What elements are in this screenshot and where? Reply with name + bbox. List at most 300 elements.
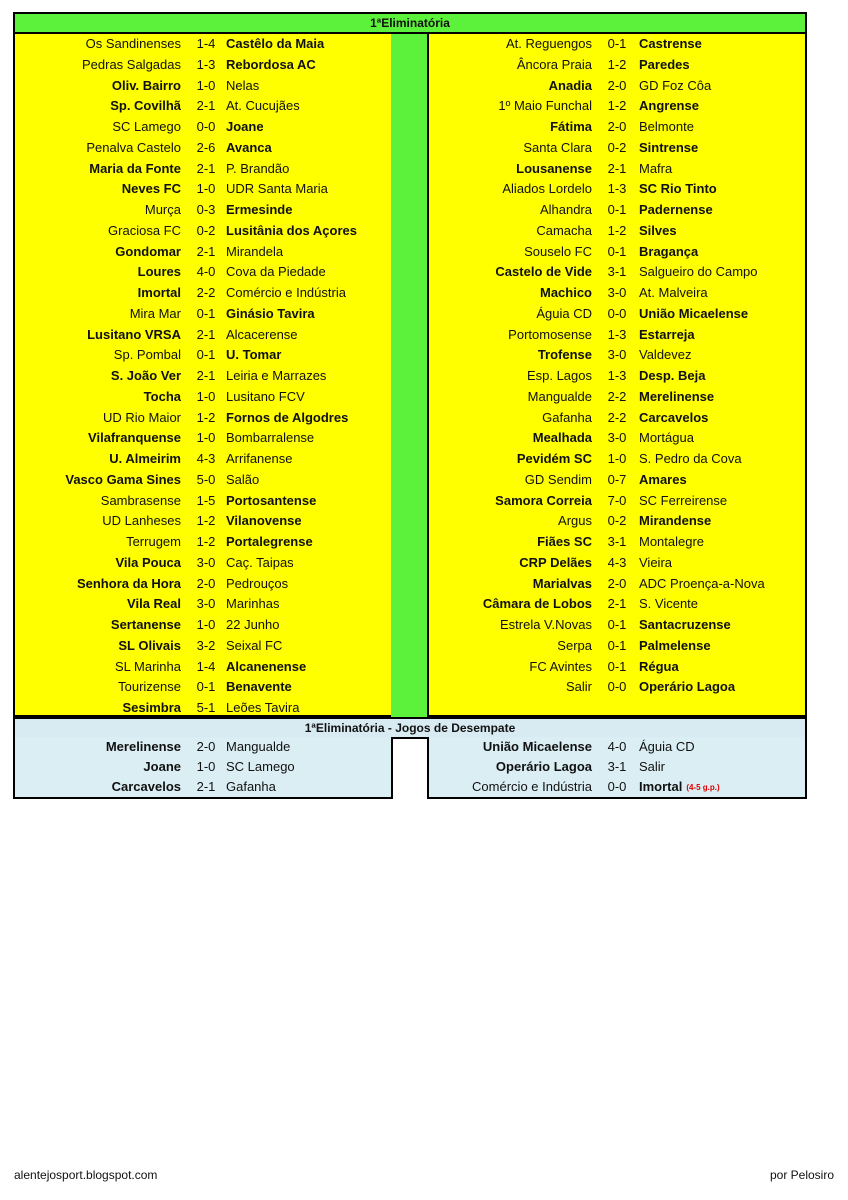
match-row (15, 117, 391, 138)
match-score: 0-0 (607, 305, 627, 321)
away-team (639, 449, 742, 470)
home-team: Merelinense (105, 739, 181, 754)
match-score: 0-1 (607, 617, 627, 632)
home-team: UD Lanheses (102, 513, 181, 529)
match-score: 2-2 (607, 409, 627, 425)
match-score: 0-1 (196, 679, 216, 695)
away-team (226, 491, 316, 512)
home-team: Comércio e Indústria (472, 779, 592, 794)
away-team (639, 159, 672, 180)
away-team (639, 532, 704, 553)
away-team (226, 408, 348, 429)
match-score: 1-3 (607, 368, 627, 383)
away-team (226, 470, 259, 491)
away-team (226, 283, 346, 304)
home-team: Salir (565, 679, 592, 695)
away-team (226, 366, 326, 387)
away-team-name: Valdevez (639, 347, 692, 363)
match-row (15, 179, 391, 200)
away-team-name: Caç. Taipas (226, 554, 294, 570)
away-team-name: Castrense (639, 36, 702, 51)
match-row (429, 200, 805, 221)
match-row (15, 470, 391, 491)
away-team (639, 96, 699, 117)
away-team-name: Arrifanense (226, 451, 293, 466)
away-team-name: S. Pedro da Cova (639, 451, 742, 466)
away-team (226, 737, 290, 757)
away-team (226, 34, 324, 55)
away-team (226, 262, 326, 283)
match-row (15, 698, 391, 719)
home-team: S. João Ver (110, 368, 181, 383)
match-score: 0-1 (607, 658, 627, 674)
away-team-name: Imortal (639, 779, 683, 794)
match-score: 3-2 (196, 637, 216, 653)
match-score: 2-1 (196, 368, 216, 383)
match-row (15, 200, 391, 221)
home-team: Tocha (143, 388, 181, 404)
match-row (429, 777, 805, 797)
home-team: Mealhada (532, 430, 592, 446)
match-score: 5-0 (196, 471, 216, 487)
away-team (639, 491, 727, 512)
right-replays-panel (427, 737, 807, 799)
match-score: 4-0 (607, 739, 627, 754)
away-team (226, 532, 313, 553)
home-team: Mira Mar (129, 305, 181, 321)
home-team: Estrela V.Novas (499, 617, 592, 632)
away-team (226, 117, 264, 138)
match-row (15, 636, 391, 657)
home-team: FC Avintes (529, 658, 592, 674)
match-row (429, 574, 805, 595)
match-row (15, 408, 391, 429)
away-team-name: ADC Proença-a-Nova (639, 575, 765, 591)
away-team (639, 242, 698, 263)
home-team: At. Reguengos (505, 36, 592, 51)
match-row (15, 511, 391, 532)
away-team (639, 511, 711, 532)
away-team (226, 511, 302, 532)
away-team-name: Fornos de Algodres (226, 409, 349, 425)
match-score: 1-0 (196, 181, 216, 197)
match-row (15, 242, 391, 263)
match-row (15, 615, 391, 636)
away-team (226, 677, 292, 698)
home-team: Graciosa FC (108, 222, 181, 238)
match-score: 2-1 (196, 779, 216, 794)
match-row (429, 283, 805, 304)
away-team (639, 366, 705, 387)
match-score: 0-0 (607, 679, 627, 695)
away-team-name: U. Tomar (226, 347, 282, 363)
away-team (639, 757, 665, 777)
match-row (429, 677, 805, 698)
away-team (639, 304, 748, 325)
home-team: Anadia (548, 77, 592, 93)
away-team (226, 757, 295, 777)
away-team (226, 96, 300, 117)
match-row (15, 594, 391, 615)
match-score: 2-1 (607, 596, 627, 612)
away-team (639, 677, 735, 698)
match-score: 4-0 (196, 264, 216, 280)
home-team: Camacha (536, 222, 592, 238)
away-team-name: Mortágua (639, 430, 694, 446)
away-team-name: Palmelense (639, 637, 711, 653)
away-team-name: Lusitano FCV (226, 388, 305, 404)
away-team (226, 777, 276, 797)
away-team (639, 408, 708, 429)
away-team-name: Amares (639, 471, 687, 487)
away-team (226, 55, 316, 76)
away-team-name: Operário Lagoa (639, 679, 736, 695)
away-team-name: Nelas (226, 77, 260, 93)
match-row (429, 491, 805, 512)
match-row (15, 366, 391, 387)
away-team-name: Belmonte (639, 119, 694, 134)
home-team: Águia CD (536, 305, 592, 321)
results-sheet (13, 12, 807, 800)
away-team (639, 117, 694, 138)
home-team: UD Rio Maior (102, 409, 181, 425)
home-team: Lousanense (516, 160, 592, 176)
home-team: Esp. Lagos (526, 368, 592, 383)
match-score: 0-0 (196, 119, 216, 134)
match-score: 4-3 (196, 451, 216, 466)
home-team: Vila Real (127, 596, 181, 612)
away-team (226, 636, 282, 657)
away-team (639, 636, 711, 657)
match-score: 1-2 (196, 534, 216, 549)
home-team: Vasco Gama Sines (65, 471, 181, 487)
away-team-name: Portalegrense (226, 534, 313, 549)
away-team (226, 325, 298, 346)
away-team (639, 138, 698, 159)
match-score: 3-0 (196, 596, 216, 612)
match-row (15, 574, 391, 595)
away-team (226, 574, 288, 595)
away-team-name: Salão (226, 471, 260, 487)
home-team: Castelo de Vide (495, 264, 592, 280)
match-row (429, 737, 805, 757)
away-team (639, 615, 731, 636)
match-row (15, 657, 391, 678)
away-team-name: Mirandela (226, 243, 284, 259)
away-team (639, 470, 687, 491)
home-team: Maria da Fonte (89, 160, 181, 176)
away-team (639, 594, 698, 615)
match-score: 1-2 (607, 56, 627, 72)
match-row (15, 345, 391, 366)
away-team-name: Ermesinde (226, 202, 293, 217)
away-team (226, 345, 281, 366)
match-score: 2-1 (196, 243, 216, 259)
away-team-name: 22 Junho (226, 617, 280, 632)
away-team (226, 304, 315, 325)
away-team-name: Salir (639, 759, 666, 774)
home-team: Loures (137, 264, 181, 280)
home-team: Alhandra (539, 202, 592, 217)
away-team-name: At. Malveira (639, 285, 708, 300)
match-score: 1-0 (196, 617, 216, 632)
away-team-name: Mafra (639, 160, 673, 176)
match-score: 4-3 (607, 554, 627, 570)
match-score: 2-0 (196, 739, 216, 754)
right-matches-panel (427, 32, 807, 717)
away-team-name: Santacruzense (639, 617, 731, 632)
match-row (429, 117, 805, 138)
home-team: Tourizense (118, 679, 181, 695)
away-team (639, 387, 714, 408)
away-team (226, 200, 292, 221)
away-team (639, 200, 713, 221)
match-row (15, 283, 391, 304)
away-team-name: Mangualde (226, 739, 291, 754)
left-matches-panel (13, 32, 393, 717)
match-row (429, 34, 805, 55)
match-score: 1-2 (196, 513, 216, 529)
match-row (429, 470, 805, 491)
home-team: Sp. Covilhã (110, 98, 181, 114)
match-score: 2-0 (607, 119, 627, 134)
home-team: Âncora Praia (516, 56, 592, 72)
match-row (15, 532, 391, 553)
footer-site: alentejosport.blogspot.com (14, 1168, 158, 1182)
away-team-name: UDR Santa Maria (226, 181, 328, 197)
match-score: 2-1 (196, 160, 216, 176)
match-score: 2-6 (196, 139, 216, 155)
away-team-name: Joane (226, 119, 264, 134)
away-team (226, 449, 292, 470)
away-team-name: Castêlo da Maia (226, 36, 325, 51)
away-team (639, 657, 679, 678)
match-row (15, 221, 391, 242)
away-team (226, 76, 259, 97)
match-score: 2-1 (196, 98, 216, 114)
away-team-name: SC Ferreirense (639, 492, 728, 508)
match-score: 1-0 (607, 451, 627, 466)
away-team-name: Pedrouços (226, 575, 289, 591)
match-row (15, 34, 391, 55)
match-score: 2-2 (196, 285, 216, 300)
match-row (429, 657, 805, 678)
away-team-name: GD Foz Côa (639, 77, 712, 93)
match-row (15, 428, 391, 449)
match-score: 0-1 (607, 36, 627, 51)
match-row (429, 387, 805, 408)
home-team: Marialvas (532, 575, 592, 591)
home-team: CRP Delães (519, 554, 592, 570)
away-team-name: Lusitânia dos Açores (226, 222, 357, 238)
home-team: Oliv. Bairro (111, 77, 181, 93)
away-team-name: At. Cucujães (226, 98, 300, 114)
match-row (429, 262, 805, 283)
away-team (639, 777, 720, 798)
home-team: Sambrasense (100, 492, 181, 508)
home-team: Argus (558, 513, 592, 529)
away-team-name: Paredes (639, 56, 690, 72)
match-score: 3-1 (607, 534, 627, 549)
away-team (639, 553, 672, 574)
match-score: 0-0 (607, 779, 627, 794)
away-team-name: Vieira (639, 554, 673, 570)
match-row (429, 159, 805, 180)
match-score: 1-3 (607, 326, 627, 342)
away-team (639, 76, 711, 97)
match-row (429, 449, 805, 470)
home-team: Lusitano VRSA (87, 326, 181, 342)
away-team-name: SC Lamego (226, 759, 295, 774)
away-team (226, 615, 280, 636)
away-team-name: Leiria e Marrazes (226, 368, 327, 383)
away-team (226, 428, 314, 449)
away-team-name: SC Rio Tinto (639, 181, 717, 197)
home-team: Samora Correia (495, 492, 592, 508)
away-team-name: Alcacerense (226, 326, 298, 342)
match-row (15, 304, 391, 325)
match-score: 2-0 (607, 77, 627, 93)
away-team-name: Mirandense (639, 513, 712, 529)
match-score: 0-2 (196, 222, 216, 238)
match-row (429, 366, 805, 387)
match-score: 3-0 (196, 554, 216, 570)
match-score: 1-4 (196, 36, 216, 51)
replays-title: 1ªEliminatória - Jogos de Desempate (13, 717, 807, 739)
away-team-name: Seixal FC (226, 637, 283, 653)
away-team (226, 594, 279, 615)
match-row (15, 76, 391, 97)
away-team (639, 283, 708, 304)
match-row (429, 757, 805, 777)
home-team: Os Sandinenses (85, 36, 181, 51)
match-score: 5-1 (196, 700, 216, 715)
match-row (15, 491, 391, 512)
home-team: Câmara de Lobos (482, 596, 592, 612)
home-team: Vila Pouca (115, 554, 181, 570)
away-team (226, 553, 294, 574)
match-row (15, 96, 391, 117)
home-team: Vilafranquense (88, 430, 181, 446)
away-team-name: Sintrense (639, 139, 699, 155)
match-row (429, 636, 805, 657)
home-team: Imortal (137, 285, 181, 300)
away-team (226, 179, 328, 200)
match-score: 1-5 (196, 492, 216, 508)
away-team (639, 262, 758, 283)
match-score: 2-0 (607, 575, 627, 591)
match-row (429, 408, 805, 429)
away-team-name: Merelinense (639, 388, 715, 404)
match-score: 1-4 (196, 658, 216, 674)
match-row (429, 615, 805, 636)
match-score: 7-0 (607, 492, 627, 508)
home-team: Pedras Salgadas (81, 56, 181, 72)
home-team: Portomosense (508, 326, 592, 342)
match-score: 0-7 (607, 471, 627, 487)
match-score: 1-3 (607, 181, 627, 197)
away-team-name: Leões Tavira (226, 700, 300, 715)
home-team: Sp. Pombal (113, 347, 181, 363)
match-score: 0-3 (196, 202, 216, 217)
match-score: 1-0 (196, 77, 216, 93)
home-team: Machico (539, 285, 592, 300)
home-team: Penalva Castelo (86, 139, 181, 155)
penalty-note: (4-5 g.p.) (686, 782, 720, 792)
match-score: 1-0 (196, 759, 216, 774)
match-row (429, 179, 805, 200)
away-team (639, 737, 695, 757)
away-team-name: Comércio e Indústria (226, 285, 346, 300)
match-score: 3-1 (607, 759, 627, 774)
match-score: 1-2 (607, 222, 627, 238)
away-team (639, 345, 692, 366)
away-team-name: Vilanovense (226, 513, 302, 529)
home-team: SL Olivais (118, 637, 181, 653)
center-divider (391, 32, 427, 719)
match-row (15, 737, 391, 757)
away-team (226, 698, 299, 719)
away-team-name: Carcavelos (639, 409, 709, 425)
match-row (429, 304, 805, 325)
home-team: Mangualde (527, 388, 592, 404)
match-score: 2-1 (196, 326, 216, 342)
match-row (429, 76, 805, 97)
home-team: Murça (144, 202, 181, 217)
away-team-name: União Micaelense (639, 305, 749, 321)
match-score: 3-0 (607, 430, 627, 446)
away-team-name: Cova da Piedade (226, 264, 326, 280)
home-team: Santa Clara (523, 139, 592, 155)
match-score: 0-2 (607, 513, 627, 529)
match-score: 1-2 (607, 98, 627, 114)
match-row (429, 345, 805, 366)
home-team: Sesimbra (122, 700, 181, 715)
match-score: 2-1 (607, 160, 627, 176)
away-team (639, 428, 694, 449)
away-team-name: Marinhas (226, 596, 280, 612)
home-team: Operário Lagoa (495, 759, 592, 774)
match-row (429, 221, 805, 242)
match-row (15, 262, 391, 283)
match-score: 0-1 (607, 243, 627, 259)
away-team-name: Padernense (639, 202, 713, 217)
match-row (15, 553, 391, 574)
home-team: Gondomar (115, 243, 181, 259)
match-row (429, 511, 805, 532)
match-score: 1-0 (196, 388, 216, 404)
away-team-name: Águia CD (639, 739, 695, 754)
home-team: SC Lamego (112, 119, 181, 134)
match-row (15, 449, 391, 470)
home-team: Joane (143, 759, 181, 774)
match-score: 3-0 (607, 347, 627, 363)
home-team: Fátima (550, 119, 592, 134)
match-score: 0-1 (196, 347, 216, 363)
home-team: U. Almeirim (109, 451, 181, 466)
away-team-name: Gafanha (226, 779, 276, 794)
away-team-name: Bragança (639, 243, 699, 259)
home-team: SL Marinha (115, 658, 181, 674)
away-team-name: Ginásio Tavira (226, 305, 315, 321)
left-replays-panel (13, 737, 393, 799)
match-row (15, 55, 391, 76)
home-team: Souselo FC (524, 243, 592, 259)
match-score: 3-1 (607, 264, 627, 280)
away-team-name: Avanca (226, 139, 272, 155)
match-row (429, 242, 805, 263)
away-team (639, 179, 717, 200)
